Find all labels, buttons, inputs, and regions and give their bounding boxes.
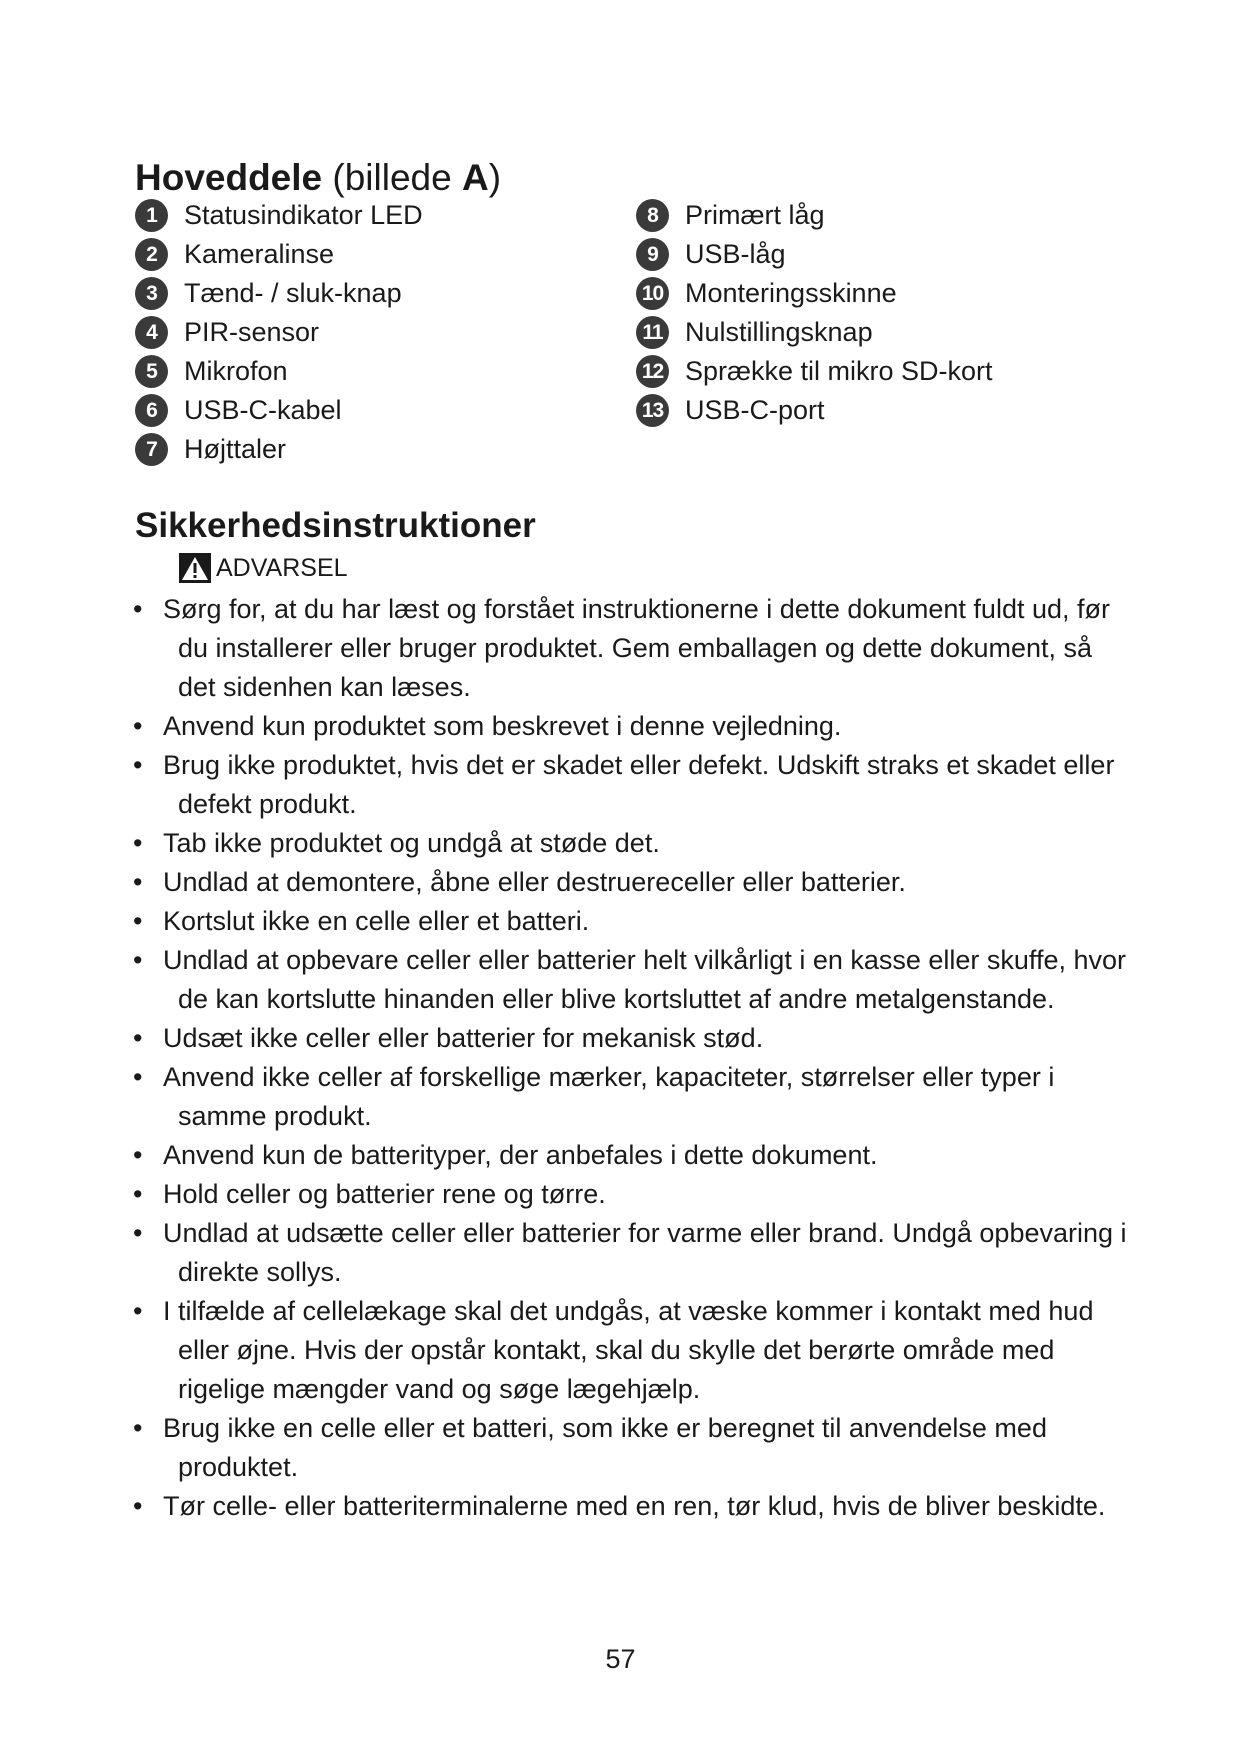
part-label: USB-C-port [685,395,825,425]
list-item-text: Tab ikke produktet og undgå at støde det. [163,828,660,858]
list-item [130,941,1130,1019]
list-item-text: Anvend kun produktet som beskrevet i denne vejledning. [163,711,842,741]
part-number-badge: 2 [135,238,168,271]
bullet-icon: • [133,1140,143,1170]
safety-instructions-list [130,590,1130,1526]
parts-heading-letter: A [461,157,489,198]
part-item [135,313,595,352]
warning-label: ADVARSEL [216,554,348,582]
part-number-badge: 9 [636,238,669,271]
part-number-badge: 7 [135,433,168,466]
part-item [135,430,595,469]
warning-label-row [178,551,348,585]
list-item-text: I tilfælde af cellelækage skal det undgås, at væske kommer i kontakt med hud eller øjne. Hvis der opstår kontakt, skal du skylle det berørte område med rigelige mængder vand og søge lægehjælp. [163,1296,1094,1404]
safety-heading: Sikkerhedsinstruktioner [135,506,536,545]
part-item [636,313,1096,352]
bullet-icon: • [133,1218,143,1248]
part-number-badge: 13 [636,394,669,427]
part-number-badge: 3 [135,277,168,310]
part-item [135,196,595,235]
part-number-badge: 4 [135,316,168,349]
bullet-icon: • [133,711,143,741]
list-item [130,1409,1130,1487]
list-item-text: Undlad at udsætte celler eller batterier for varme eller brand. Undgå opbevaring i direkte sollys. [163,1218,1127,1287]
list-item-text: Udsæt ikke celler eller batterier for mekanisk stød. [163,1023,764,1053]
bullet-icon: • [133,750,143,780]
part-label: Nulstillingsknap [685,317,873,347]
part-item [636,235,1096,274]
list-item [130,902,1130,941]
warning-icon [178,552,212,584]
part-label: USB-C-kabel [184,395,342,425]
part-label: PIR-sensor [184,317,320,347]
list-item-text: Brug ikke en celle eller et batteri, som ikke er beregnet til anvendelse med produktet. [163,1413,1047,1482]
part-number-badge: 10 [636,277,669,310]
list-item [130,1058,1130,1136]
list-item-text: Undlad at opbevare celler eller batterier helt vilkårligt i en kasse eller skuffe, hvor de kan kortslutte hinanden eller blive kortsluttet af andre metalgenstande. [163,945,1126,1014]
page-number: 57 [605,1644,636,1674]
bullet-icon: • [133,906,143,936]
part-number-badge: 5 [135,355,168,388]
part-item [135,235,595,274]
list-item-text: Anvend kun de batterityper, der anbefales i dette dokument. [163,1140,878,1170]
list-item-text: Sørg for, at du har læst og forstået instruktionerne i dette dokument fuldt ud, før du installerer eller bruger produktet. Gem emballagen og dette dokument, så det sidenhen kan læses. [163,594,1110,702]
list-item [130,1214,1130,1292]
part-label: Monteringsskinne [685,278,897,308]
list-item-text: Tør celle- eller batteriterminalerne med en ren, tør klud, hvis de bliver beskidte. [163,1491,1106,1521]
part-number-badge: 12 [636,355,669,388]
part-number-badge: 1 [135,199,168,232]
part-item [636,352,1096,391]
parts-heading-bold: Hoveddele [135,157,323,198]
list-item-text: Anvend ikke celler af forskellige mærker, kapaciteter, størrelser eller typer i samme produkt. [163,1062,1055,1131]
bullet-icon: • [133,1413,143,1443]
part-label: Kameralinse [184,239,335,269]
list-item [130,863,1130,902]
part-item [135,391,595,430]
part-number-badge: 8 [636,199,669,232]
bullet-icon: • [133,1296,143,1326]
part-item [636,391,1096,430]
bullet-icon: • [133,1491,143,1521]
part-item [636,274,1096,313]
bullet-icon: • [133,1023,143,1053]
bullet-icon: • [133,867,143,897]
bullet-icon: • [133,1062,143,1092]
part-label: Statusindikator LED [184,200,423,230]
part-label: Sprække til mikro SD-kort [685,356,993,386]
list-item-text: Kortslut ikke en celle eller et batteri. [163,906,590,936]
part-item [135,352,595,391]
list-item-text: Hold celler og batterier rene og tørre. [163,1179,606,1209]
part-item [636,196,1096,235]
part-label: Mikrofon [184,356,288,386]
list-item [130,1175,1130,1214]
parts-heading [135,156,501,200]
parts-heading-mid: (billede [322,157,462,198]
list-item [130,824,1130,863]
parts-list-left [135,196,595,469]
part-item [135,274,595,313]
list-item [130,746,1130,824]
list-item [130,1019,1130,1058]
list-item-text: Brug ikke produktet, hvis det er skadet eller defekt. Udskift straks et skadet eller defekt produkt. [163,750,1115,819]
parts-list-right [636,196,1096,430]
list-item-text: Undlad at demontere, åbne eller destruereceller eller batterier. [163,867,906,897]
part-number-badge: 11 [636,316,669,349]
bullet-icon: • [133,594,143,624]
list-item [130,1136,1130,1175]
parts-heading-end: ) [488,157,502,198]
part-label: Primært låg [685,200,825,230]
part-number-badge: 6 [135,394,168,427]
part-label: Højttaler [184,434,287,464]
list-item [130,707,1130,746]
list-item [130,1292,1130,1409]
part-label: USB-låg [685,239,786,269]
list-item [130,1487,1130,1526]
part-label: Tænd- / sluk-knap [184,278,402,308]
bullet-icon: • [133,1179,143,1209]
bullet-icon: • [133,828,143,858]
bullet-icon: • [133,945,143,975]
list-item [130,590,1130,707]
